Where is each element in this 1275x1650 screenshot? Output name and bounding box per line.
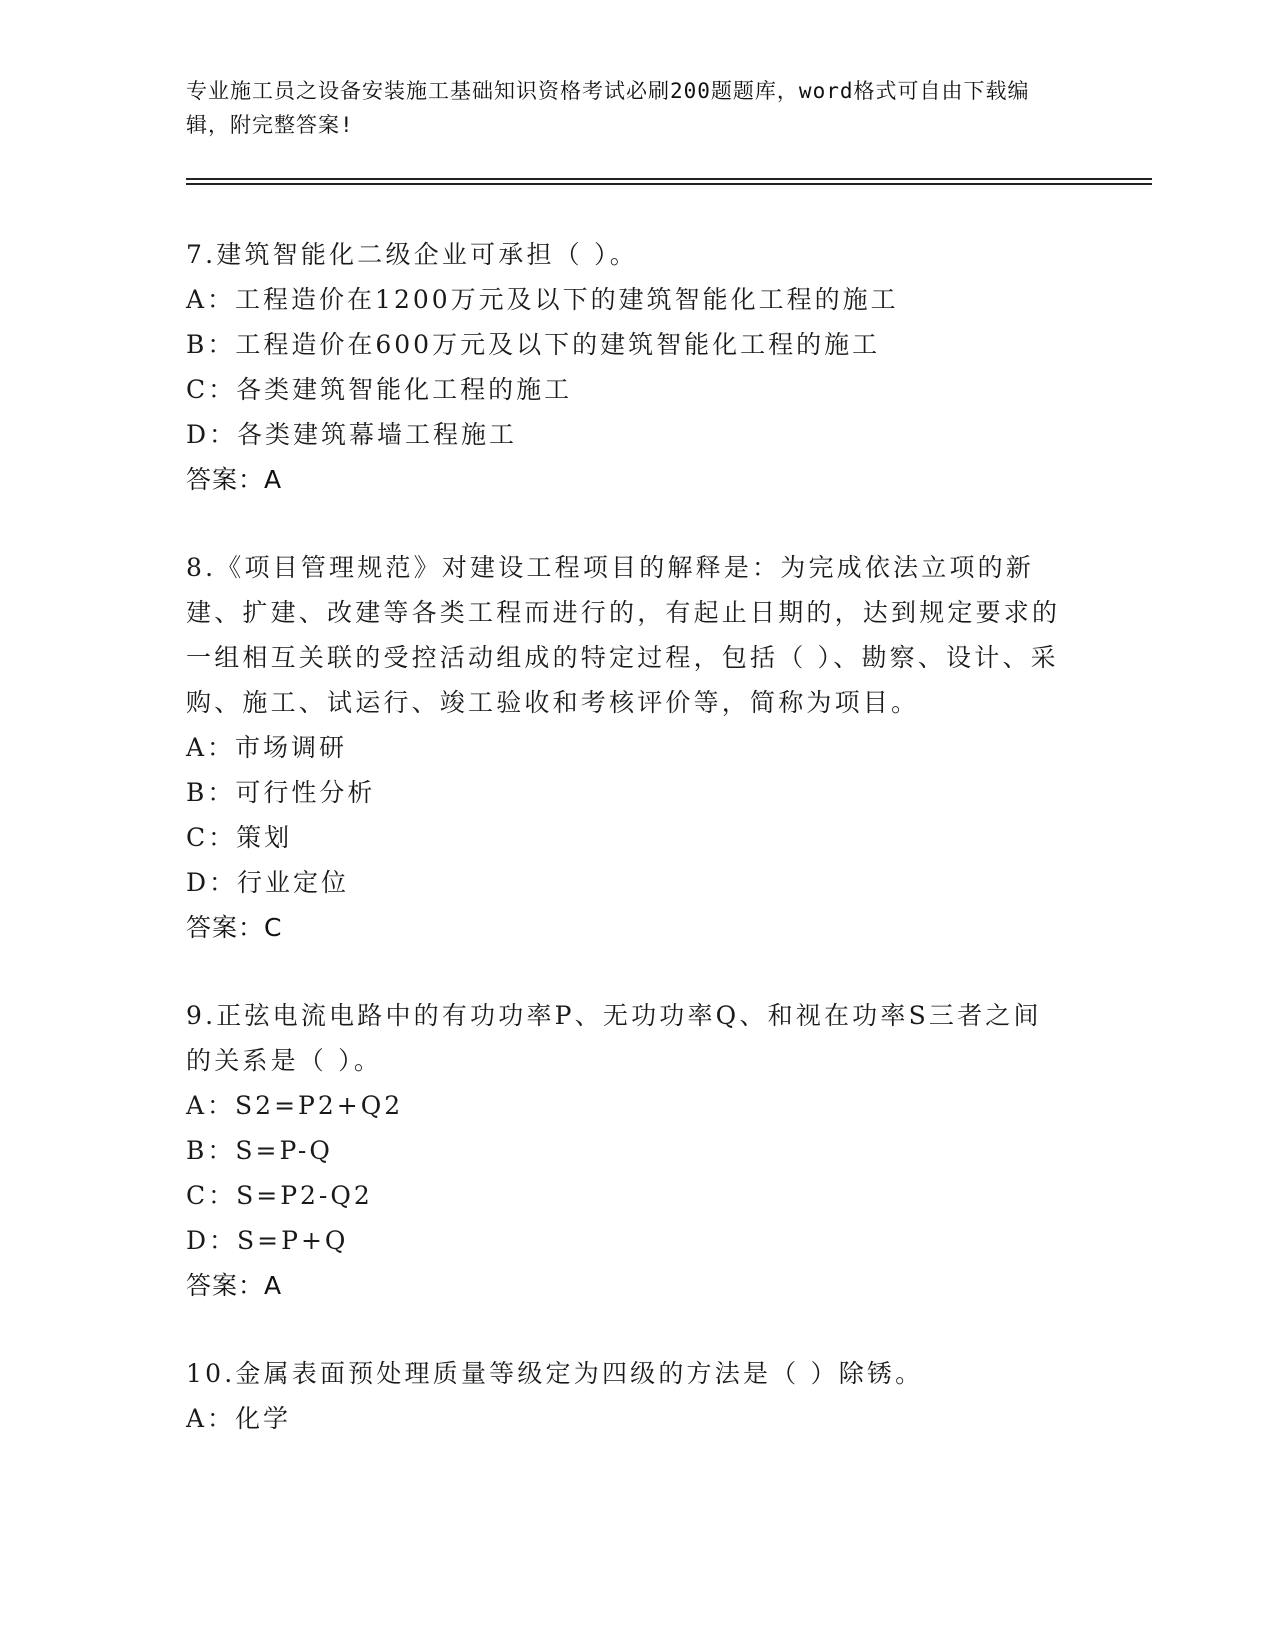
option-b: B：可行性分析 bbox=[186, 778, 376, 807]
option-d: D：各类建筑幕墙工程施工 bbox=[186, 420, 518, 449]
question-stem: 9.正弦电流电路中的有功功率P、无功功率Q、和视在功率S三者之间的关系是（ ）。 bbox=[186, 1001, 1042, 1075]
document-header: 专业施工员之设备安装施工基础知识资格考试必刷200题题库，word格式可自由下载编辑，附完整答案! bbox=[186, 79, 1030, 137]
question-8 bbox=[186, 545, 1066, 950]
option-a: A：工程造价在1200万元及以下的建筑智能化工程的施工 bbox=[186, 285, 899, 314]
option-c: C：S=P2-Q2 bbox=[186, 1181, 373, 1210]
option-d: D：S=P+Q bbox=[186, 1226, 349, 1255]
answer-line: 答案：A bbox=[186, 465, 283, 494]
option-d: D：行业定位 bbox=[186, 868, 350, 897]
option-b: B：工程造价在600万元及以下的建筑智能化工程的施工 bbox=[186, 330, 881, 359]
option-a: A：S2=P2+Q2 bbox=[186, 1091, 404, 1120]
question-stem: 8.《项目管理规范》对建设工程项目的解释是：为完成依法立项的新建、扩建、改建等各类工程而进行的，有起止日期的，达到规定要求的一组相互关联的受控活动组成的特定过程，包括（ ）、勘察、设计、采购、施工、试运行、竣工验收和考核评价等，简称为项目。 bbox=[186, 553, 1061, 717]
header-divider-bottom bbox=[186, 183, 1152, 185]
question-stem: 10.金属表面预处理质量等级定为四级的方法是（ ）除锈。 bbox=[186, 1359, 924, 1388]
answer-line: 答案：C bbox=[186, 913, 283, 942]
question-stem: 7.建筑智能化二级企业可承担（ ）。 bbox=[186, 240, 638, 269]
question-9 bbox=[186, 993, 1066, 1308]
option-a: A：化学 bbox=[186, 1404, 292, 1433]
answer-line: 答案：A bbox=[186, 1271, 283, 1300]
option-c: C：策划 bbox=[186, 823, 293, 852]
option-b: B：S=P-Q bbox=[186, 1136, 333, 1165]
question-10 bbox=[186, 1351, 1066, 1441]
header-divider-top bbox=[186, 178, 1152, 180]
question-7 bbox=[186, 232, 1066, 502]
option-c: C：各类建筑智能化工程的施工 bbox=[186, 375, 573, 404]
option-a: A：市场调研 bbox=[186, 733, 348, 762]
question-list bbox=[186, 232, 1066, 1484]
